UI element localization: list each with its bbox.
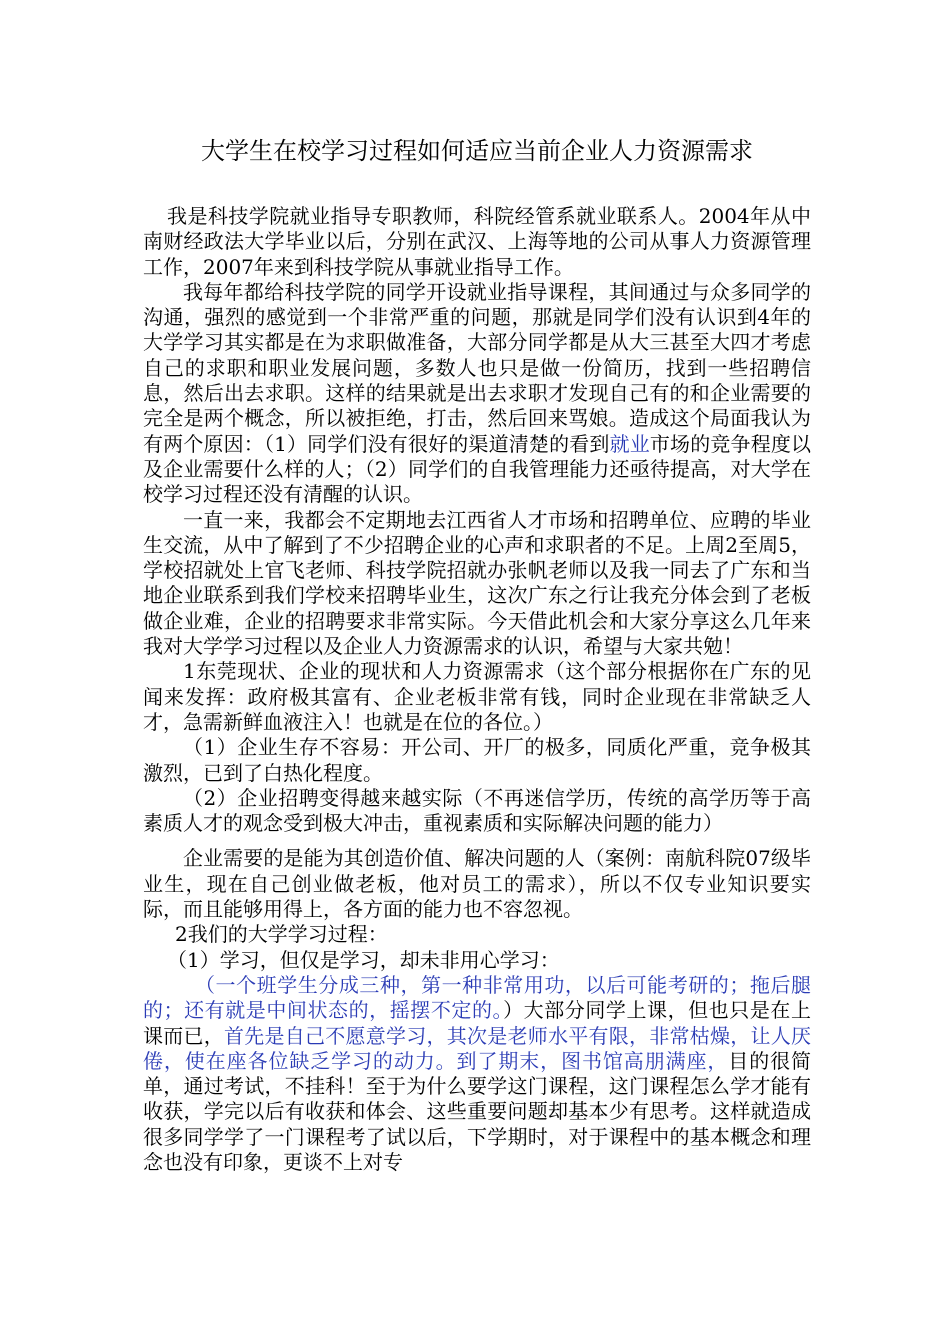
highlight-motivation: 首先是自己不愿意学习，其次是老师水平有限，非常枯燥，让人厌倦，使在座各位缺乏学习的动力。到了期末，图书馆高朋满座， — [143, 1023, 811, 1073]
paragraph-intro: 我是科技学院就业指导专职教师，科院经管系就业联系人。2004年从中南财经政法大学毕业以后，分别在武汉、上海等地的公司从事人力资源管理工作，2007年来到科技学院从事就业指导工作。 — [143, 204, 811, 279]
paragraph-problem — [143, 280, 811, 508]
document-body — [143, 204, 811, 1175]
paragraph-study-text-b: 目的很简单，通过考试，不挂科！至于为什么要学这门课程，这门课程怎么学才能有收获，学完以后有收获和体会、这些重要问题却基本少有思考。这样就造成很多同学学了一门课程考了试以后，下学期时，对于课程中的基本概念和理念也没有印象，更谈不上对专 — [143, 1048, 812, 1174]
paragraph-study-text-a: ）大部分同学上课，但也只是在上课而已， — [143, 998, 811, 1048]
paragraph-problem-text-b: 市场的竞争程度以及企业需要什么样的人；（2）同学们的自我管理能力还亟待提高，对大学在校学习过程还没有清醒的认识。 — [143, 431, 812, 507]
highlight-three-types: （一个班学生分成三种，第一种非常用功，以后可能考研的；拖后腿的；还有就是中间状态的，摇摆不定的。 — [143, 972, 811, 1023]
employment-link[interactable]: 就业 — [609, 431, 650, 456]
paragraph-point-2: （2）企业招聘变得越来越实际（不再迷信学历，传统的高学历等于高素质人才的观念受到极大冲击，重视素质和实际解决问题的能力） — [143, 785, 811, 836]
paragraph-problem-text-a: 我每年都给科技学院的同学开设就业指导课程，其间通过与众多同学的沟通，强烈的感觉到一个非常严重的问题，那就是同学们没有认识到4年的大学学习其实都是在为求职做准备，大部分同学都是从大三甚至大四才考虑自己的求职和职业发展问题，多数人也只是做一份简历，找到一些招聘信息，然后出去求职。这样的结果就是出去求职才发现自己有的和企业需要的完全是两个概念，所以被拒绝，打击，然后回来骂娘。造成这个局面我认为有两个原因：（1）同学们没有很好的渠道清楚的看到 — [143, 279, 811, 456]
document-title: 大学生在校学习过程如何适应当前企业人力资源需求 — [201, 137, 753, 165]
paragraph-section-2: 2我们的大学学习过程： — [175, 922, 388, 947]
paragraph-section-1: 1东莞现状、企业的现状和人力资源需求（这个部分根据你在广东的见闻来发挥：政府极其富有、企业老板非常有钱，同时企业现在非常缺乏人才，急需新鲜血液注入！也就是在位的各位。） — [143, 659, 811, 734]
paragraph-point-1: （1）企业生存不容易：开公司、开厂的极多，同质化严重，竞争极其激烈，已到了白热化程度。 — [143, 735, 811, 785]
paragraph-enterprise-needs: 企业需要的是能为其创造价值、解决问题的人（案例：南航科院07级毕业生，现在自己创业做老板，他对员工的需求），所以不仅专业知识要实际，而且能够用得上，各方面的能力也不容忽视。 — [143, 846, 811, 922]
paragraph-experience: 一直一来，我都会不定期地去江西省人才市场和招聘单位、应聘的毕业生交流，从中了解到了不少招聘企业的心声和求职者的不足。上周2至周5，学校招就处上官飞老师、科技学院招就办张帆老师以及我一同去了广东和当地企业联系到我们学校来招聘毕业生，这次广东之行让我充分体会到了老板做企业难，企业的招聘要求非常实际。今天借此机会和大家分享这么几年来我对大学学习过程以及企业人力资源需求的认识，希望与大家共勉！ — [143, 507, 811, 659]
paragraph-study-point-1: （1）学习，但仅是学习，却未非用心学习： — [167, 947, 560, 972]
paragraph-study-detail — [143, 973, 811, 1175]
document-page — [143, 128, 811, 1175]
